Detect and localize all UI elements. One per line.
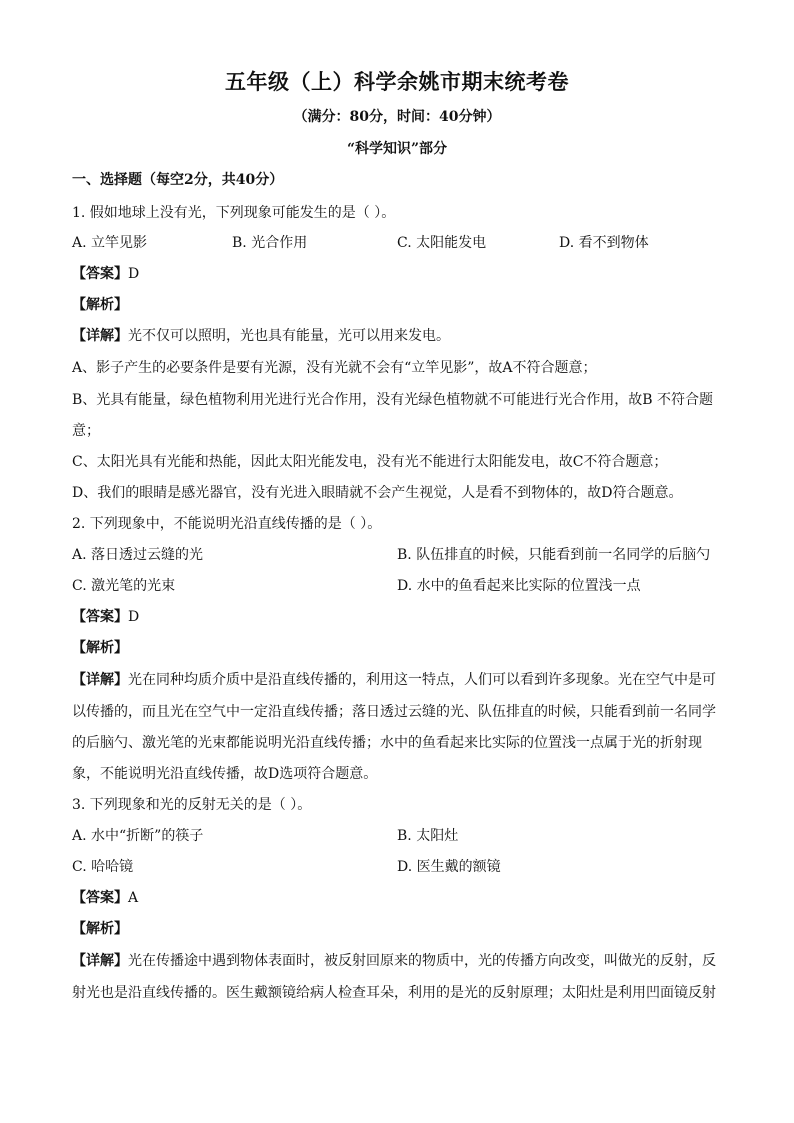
page-title: 五年级（上）科学余姚市期末统考卷 <box>225 69 569 94</box>
q1-option-c: C. 太阳能发电 <box>397 235 487 251</box>
detail-label: 【详解】 <box>72 953 128 969</box>
question-1-answer <box>72 264 732 284</box>
question-1-detail-line: D、我们的眼睛是感光器官，没有光进入眼睛就不会产生视觉，人是看不到物体的，故D符合题意。 <box>72 485 683 501</box>
analysis-label: 【解析】 <box>72 921 128 937</box>
detail-label: 【详解】 <box>72 672 128 688</box>
question-3-detail-line <box>72 951 732 971</box>
answer-label: 【答案】 <box>72 890 128 906</box>
question-1-detail-line <box>72 326 732 346</box>
question-3-detail-line: 射光也是沿直线传播的。医生戴额镜给病人检查耳朵，利用的是光的反射原理；太阳灶是利用凹面镜反射 <box>72 985 716 1001</box>
q3-option-c: C. 哈哈镜 <box>72 859 134 875</box>
analysis-label: 【解析】 <box>72 297 128 313</box>
question-1-detail-line: 意； <box>72 423 100 439</box>
question-2-answer <box>72 607 732 627</box>
detail-text: 光在传播途中遇到物体表面时，被反射回原来的物质中，光的传播方向改变，叫做光的反射，反 <box>128 953 716 969</box>
exam-info: （满分：80分，时间：40分钟） <box>293 109 501 125</box>
detail-label: 【详解】 <box>72 328 128 344</box>
q2-option-d: D. 水中的鱼看起来比实际的位置浅一点 <box>397 578 641 594</box>
question-1-stem: 1. 假如地球上没有光，下列现象可能发生的是（ ）。 <box>72 205 396 221</box>
detail-text: 光在同种均质介质中是沿直线传播的，利用这一特点，人们可以看到许多现象。光在空气中是可 <box>128 672 716 688</box>
question-2-detail-line: 的后脑勺、激光笔的光束都能说明光沿直线传播；水中的鱼看起来比实际的位置浅一点属于光的折射现 <box>72 735 702 751</box>
q1-option-d: D. 看不到物体 <box>559 235 649 251</box>
answer-label: 【答案】 <box>72 609 128 625</box>
q3-option-d: D. 医生戴的额镜 <box>397 859 501 875</box>
question-2-detail-line: 以传播的，而且光在空气中一定沿直线传播；落日透过云缝的光、队伍排直的时候，只能看到前一名同学 <box>72 704 716 720</box>
answer-value: D <box>128 266 140 282</box>
question-2-stem: 2. 下列现象中，不能说明光沿直线传播的是（ ）。 <box>72 516 382 532</box>
question-2-detail-line: 象，不能说明光沿直线传播，故D选项符合题意。 <box>72 766 378 782</box>
question-1-detail-line: C、太阳光具有光能和热能，因此太阳光能发电，没有光不能进行太阳能发电，故C不符合题意； <box>72 454 668 470</box>
q3-option-b: B. 太阳灶 <box>397 828 459 844</box>
q1-option-b: B. 光合作用 <box>232 235 308 251</box>
q2-option-c: C. 激光笔的光束 <box>72 578 176 594</box>
q2-option-a: A. 落日透过云缝的光 <box>72 547 204 563</box>
question-1-detail-line: B、光具有能量，绿色植物利用光进行光合作用，没有光绿色植物就不可能进行光合作用，故B 不符合题 <box>72 392 714 408</box>
question-2-detail-line <box>72 670 732 690</box>
answer-value: A <box>128 890 139 906</box>
question-3-answer <box>72 888 732 908</box>
q2-option-b: B. 队伍排直的时候，只能看到前一名同学的后脑勺 <box>397 547 711 563</box>
question-1-detail-line: A、影子产生的必要条件是要有光源，没有光就不会有“立竿见影”，故A不符合题意； <box>72 360 597 376</box>
question-3-stem: 3. 下列现象和光的反射无关的是（ ）。 <box>72 797 312 813</box>
answer-value: D <box>128 609 140 625</box>
q1-option-a: A. 立竿见影 <box>72 235 148 251</box>
analysis-label: 【解析】 <box>72 640 128 656</box>
answer-label: 【答案】 <box>72 266 128 282</box>
part-heading: “科学知识”部分 <box>346 141 448 157</box>
detail-text: 光不仅可以照明，光也具有能量，光可以用来发电。 <box>128 328 450 344</box>
section-heading: 一、选择题（每空2分，共40分） <box>72 172 284 188</box>
q3-option-a: A. 水中“折断”的筷子 <box>72 828 204 844</box>
